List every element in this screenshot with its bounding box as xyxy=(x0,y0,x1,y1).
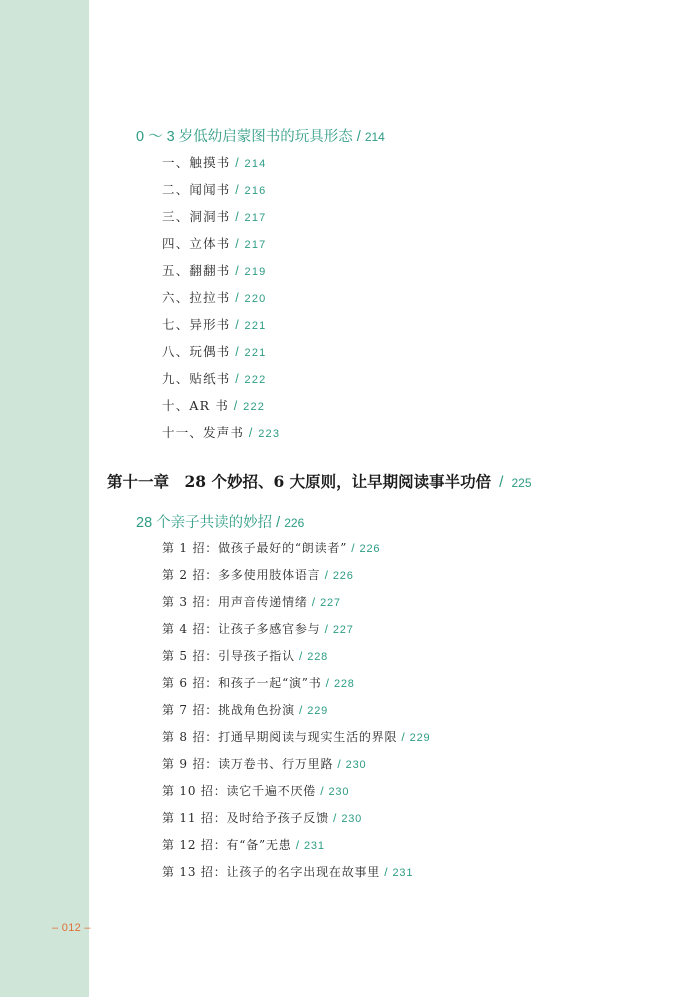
section-heading-toy-books: 0 ～ 3 岁低幼启蒙图书的玩具形态 / 214 xyxy=(136,129,385,145)
toc-item: 二、闻闻书 / 216 xyxy=(162,182,267,197)
toc-item-label: 第 3 招：用声音传递情绪 xyxy=(162,595,308,609)
toc-item-page: 230 xyxy=(341,813,363,825)
toc-item-label: 第 4 招：让孩子多感官参与 xyxy=(162,622,321,636)
section-title: 0 ～ 3 岁低幼启蒙图书的玩具形态 xyxy=(136,129,353,145)
toc-item: 第 4 招：让孩子多感官参与 / 227 xyxy=(162,622,354,636)
toc-item: 第 2 招：多多使用肢体语言 / 226 xyxy=(162,568,354,582)
toc-item: 第 11 招：及时给予孩子反馈 / 230 xyxy=(162,811,363,825)
toc-item-label: 七、异形书 xyxy=(162,317,231,332)
toc-item-label: 第 11 招：及时给予孩子反馈 xyxy=(162,811,329,825)
toc-item-label: 第 7 招：挑战角色扮演 xyxy=(162,703,295,717)
toc-item-page: 227 xyxy=(320,597,341,609)
toc-item-label: 第 9 招：读万卷书、行万里路 xyxy=(162,757,334,771)
toc-item-label: 十一、发声书 xyxy=(162,425,245,440)
toc-item: 五、翻翻书 / 219 xyxy=(162,263,267,278)
toc-item-page: 214 xyxy=(244,158,267,170)
chapter-heading xyxy=(107,470,532,492)
toc-item: 三、洞洞书 / 217 xyxy=(162,209,267,224)
toc-item-label: 三、洞洞书 xyxy=(162,209,231,224)
toc-item: 十、AR 书 / 222 xyxy=(162,398,266,413)
toc-item-label: 八、玩偶书 xyxy=(162,344,231,359)
toc-item: 四、立体书 / 217 xyxy=(162,236,267,251)
section-heading-reading-tips: 28 个亲子共读的妙招 / 226 xyxy=(136,515,305,531)
toc-item-page: 222 xyxy=(243,401,266,413)
toc-item-page: 221 xyxy=(244,347,267,359)
toc-item-label: 第 10 招：读它千遍不厌倦 xyxy=(162,784,317,798)
toc-item-page: 217 xyxy=(244,239,267,251)
toc-item-page: 222 xyxy=(244,374,267,386)
toc-item-label: 二、闻闻书 xyxy=(162,182,231,197)
toc-item-page: 228 xyxy=(307,651,329,663)
toc-item: 第 13 招：让孩子的名字出现在故事里 / 231 xyxy=(162,865,414,879)
toc-item-page: 231 xyxy=(392,867,414,879)
toc-item: 第 7 招：挑战角色扮演 / 229 xyxy=(162,703,329,717)
toc-item-label: 五、翻翻书 xyxy=(162,263,231,278)
toc-item-label: 十、AR 书 xyxy=(162,398,230,413)
toc-item-label: 第 12 招：有“备”无患 xyxy=(162,838,292,852)
toc-item-page: 226 xyxy=(332,570,354,582)
toc-item-page: 231 xyxy=(303,840,325,852)
toc-item-page: 228 xyxy=(333,678,355,690)
side-margin-band xyxy=(0,0,89,997)
toc-item-page: 230 xyxy=(328,786,350,798)
toc-item-page: 216 xyxy=(244,185,267,197)
toc-item-label: 第 2 招：多多使用肢体语言 xyxy=(162,568,321,582)
toc-item: 第 5 招：引导孩子指认 / 228 xyxy=(162,649,329,663)
toc-item-page: 219 xyxy=(244,266,267,278)
toc-item-page: 230 xyxy=(345,759,367,771)
section-page: 226 xyxy=(284,516,305,530)
toc-item-label: 第 8 招：打通早期阅读与现实生活的界限 xyxy=(162,730,398,744)
section-page: 214 xyxy=(364,130,385,144)
toc-item-page: 223 xyxy=(258,428,281,440)
toc-item: 第 1 招：做孩子最好的“朗读者” / 226 xyxy=(162,541,381,555)
toc-item-label: 一、触摸书 xyxy=(162,155,231,170)
toc-item-label: 六、拉拉书 xyxy=(162,290,231,305)
toc-item-page: 217 xyxy=(244,212,267,224)
toc-item-label: 第 1 招：做孩子最好的“朗读者” xyxy=(162,541,348,555)
chapter-title: 第十一章 28 个妙招、6 大原则，让早期阅读事半功倍 xyxy=(107,472,492,491)
toc-item: 一、触摸书 / 214 xyxy=(162,155,267,170)
toc-item-label: 四、立体书 xyxy=(162,236,231,251)
toc-item-page: 226 xyxy=(359,543,381,555)
toc-item: 第 9 招：读万卷书、行万里路 / 230 xyxy=(162,757,367,771)
toc-item: 第 12 招：有“备”无患 / 231 xyxy=(162,838,325,852)
section-title: 28 个亲子共读的妙招 xyxy=(136,515,273,531)
toc-item-page: 229 xyxy=(409,732,431,744)
toc-item-page: 221 xyxy=(244,320,267,332)
chapter-separator: / xyxy=(499,474,504,491)
toc-item: 十一、发声书 / 223 xyxy=(162,425,281,440)
chapter-page: 225 xyxy=(511,476,532,490)
toc-item: 六、拉拉书 / 220 xyxy=(162,290,267,305)
toc-item: 八、玩偶书 / 221 xyxy=(162,344,267,359)
toc-item: 第 6 招：和孩子一起“演”书 / 228 xyxy=(162,676,355,690)
toc-item-page: 220 xyxy=(244,293,267,305)
toc-item-page: 227 xyxy=(332,624,354,636)
toc-item-page: 229 xyxy=(307,705,329,717)
toc-item-label: 第 13 招：让孩子的名字出现在故事里 xyxy=(162,865,381,879)
toc-item-label: 第 5 招：引导孩子指认 xyxy=(162,649,295,663)
toc-item-label: 第 6 招：和孩子一起“演”书 xyxy=(162,676,322,690)
toc-item: 第 10 招：读它千遍不厌倦 / 230 xyxy=(162,784,350,798)
toc-item: 第 3 招：用声音传递情绪 / 227 xyxy=(162,595,341,609)
toc-item-label: 九、贴纸书 xyxy=(162,371,231,386)
toc-item: 七、异形书 / 221 xyxy=(162,317,267,332)
toc-item: 九、贴纸书 / 222 xyxy=(162,371,267,386)
toc-item: 第 8 招：打通早期阅读与现实生活的界限 / 229 xyxy=(162,730,431,744)
page-number: – 012 – xyxy=(52,922,91,934)
